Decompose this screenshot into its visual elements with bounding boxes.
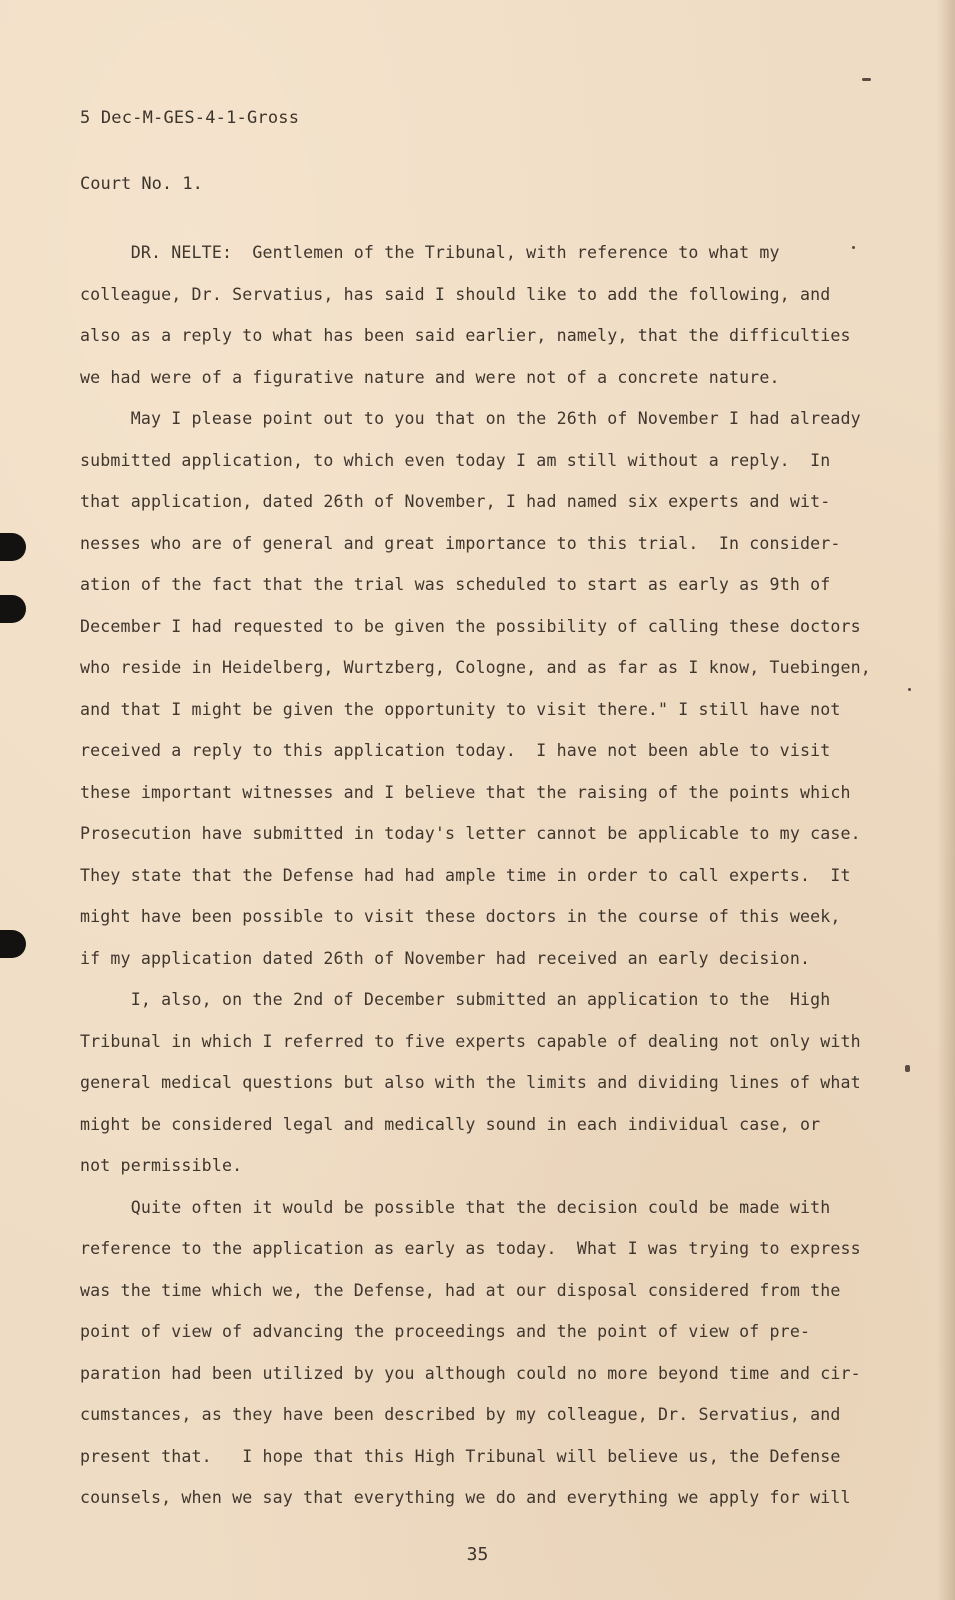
text-line: ation of the fact that the trial was scheduled to start as early as 9th of: [80, 575, 831, 594]
transcript-body: [80, 232, 900, 1519]
ink-speck: [908, 688, 911, 691]
text-line: present that. I hope that this High Tribunal will believe us, the Defense: [80, 1446, 841, 1466]
text-line: They state that the Defense had had ample time in order to call experts. It: [80, 865, 851, 885]
text-line: I, also, on the 2nd of December submitted an application to the High: [80, 990, 831, 1009]
text-line: Tribunal in which I referred to five experts capable of dealing not only with: [80, 1031, 861, 1051]
text-line: Quite often it would be possible that the decision could be made with: [80, 1197, 831, 1217]
text-line: cumstances, as they have been described by my colleague, Dr. Servatius, and: [80, 1405, 841, 1424]
document-reference: 5 Dec-M-GES-4-1-Gross: [80, 108, 300, 128]
text-line: not permissible.: [80, 1156, 243, 1175]
text-line: general medical questions but also with the limits and dividing lines of what: [80, 1073, 861, 1092]
punch-hole-top: [0, 533, 26, 561]
text-line: nesses who are of general and great importance to this trial. In consider-: [80, 533, 841, 553]
punch-hole-bottom: [0, 930, 26, 958]
text-line: December I had requested to be given the possibility of calling these doctors: [80, 616, 861, 636]
text-line: received a reply to this application today. I have not been able to visit: [80, 741, 831, 760]
text-line: May I please point out to you that on the 26th of November I had already: [80, 409, 861, 428]
text-line: also as a reply to what has been said earlier, namely, that the difficulties: [80, 326, 851, 345]
text-line: we had were of a figurative nature and were not of a concrete nature.: [80, 367, 780, 387]
text-line: point of view of advancing the proceedings and the point of view of pre-: [80, 1322, 811, 1341]
page-number: 35: [466, 1544, 489, 1565]
text-line: might have been possible to visit these doctors in the course of this week,: [80, 907, 841, 926]
text-line: and that I might be given the opportunity to visit there." I still have not: [80, 699, 841, 719]
text-line: might be considered legal and medically sound in each individual case, or: [80, 1114, 821, 1134]
text-line: DR. NELTE: Gentlemen of the Tribunal, with reference to what my: [80, 243, 780, 262]
punch-hole-middle: [0, 595, 26, 623]
text-line: was the time which we, the Defense, had at our disposal considered from the: [80, 1280, 841, 1300]
text-line: Prosecution have submitted in today's letter cannot be applicable to my case.: [80, 824, 861, 843]
text-line: these important witnesses and I believe that the raising of the points which: [80, 782, 851, 802]
ink-speck: [905, 1065, 910, 1072]
text-line: colleague, Dr. Servatius, has said I should like to add the following, and: [80, 284, 831, 304]
text-line: paration had been utilized by you although could no more beyond time and cir-: [80, 1363, 861, 1383]
text-line: if my application dated 26th of November had received an early decision.: [80, 948, 811, 968]
text-line: submitted application, to which even today I am still without a reply. In: [80, 450, 831, 470]
page-edge-shadow: [937, 0, 955, 1600]
court-number: Court No. 1.: [80, 174, 203, 194]
text-line: that application, dated 26th of November, I had named six experts and wit-: [80, 492, 831, 511]
ink-speck: [862, 78, 871, 81]
text-line: counsels, when we say that everything we do and everything we apply for will: [80, 1488, 851, 1507]
text-line: reference to the application as early as today. What I was trying to express: [80, 1239, 861, 1258]
text-line: who reside in Heidelberg, Wurtzberg, Cologne, and as far as I know, Tuebingen,: [80, 658, 871, 677]
